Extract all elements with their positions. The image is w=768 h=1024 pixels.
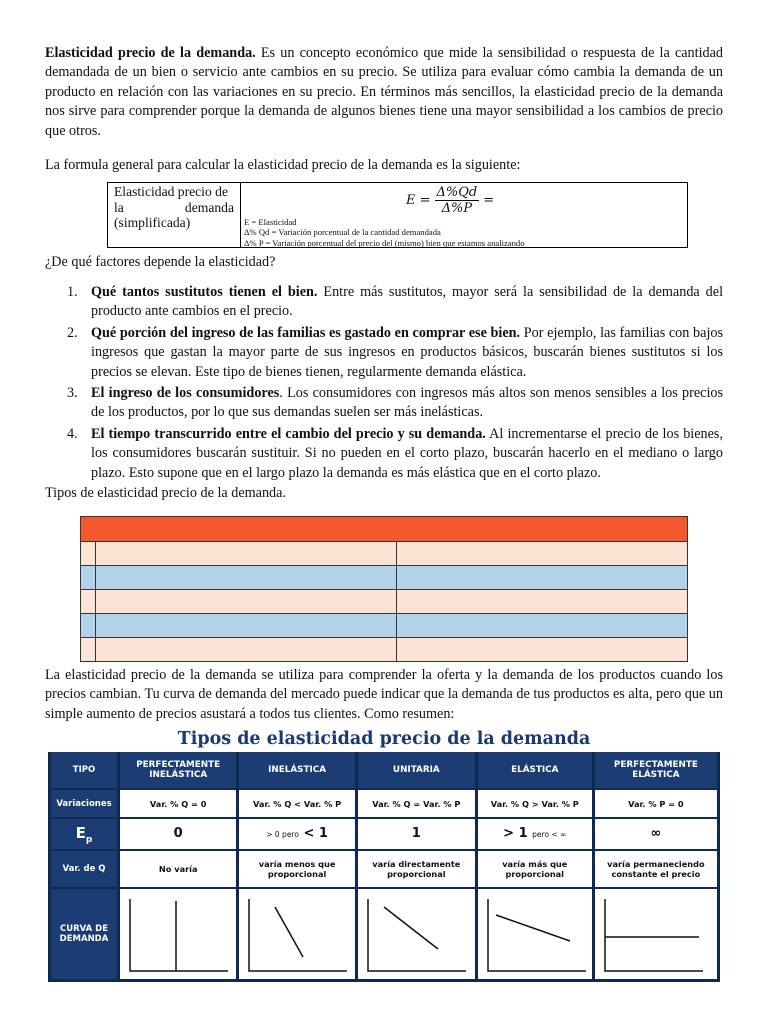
curve-cell <box>239 887 354 982</box>
elasticity-types-table <box>80 516 688 662</box>
formula-equation <box>406 185 494 216</box>
demand-line <box>275 907 303 957</box>
formula-label-line1: Elasticidad precio de <box>114 184 228 199</box>
ep-cell: ∞ <box>595 817 717 849</box>
variaciones-cell: Var. % Q = 0 <box>120 788 236 817</box>
axes <box>368 899 466 971</box>
list-item: 3. El ingreso de los consumidores. Los consumidores con ingresos más altos son menos sensibles a los precios de los productos, por lo que sus demandas suelen ser más inelásticas. <box>67 385 723 421</box>
demand-line <box>496 915 570 941</box>
variaciones-cell: Var. % Q < Var. % P <box>239 788 354 817</box>
table-row <box>81 566 688 590</box>
factors-question: ¿De qué factores depende la elasticidad? <box>45 254 276 270</box>
intro-paragraph <box>45 44 723 141</box>
demand-curve-unitary <box>358 891 470 977</box>
curve-cell <box>595 887 717 982</box>
infographic-curve-row <box>51 887 717 982</box>
formula-label-line2: la demanda <box>114 199 234 215</box>
intro-text: Es un concepto económico que mide la sensibilidad o respuesta de la cantidad demandada de un bien o servicio ante cambios en su precio. Se utiliza para evaluar cómo cambia la demanda de un producto en relación con las variaciones en su precio. En términos más sencillos, la elasticidad precio de la demanda nos sirve para comprender porque la demanda de algunos bienes tiene una mayor sensibilidad a los cambios de precio que otros. <box>45 45 724 139</box>
tipos-heading: Tipos de elasticidad precio de la demanda. <box>45 485 286 501</box>
ep-cell: > 0 pero < 1 <box>239 817 354 849</box>
axes <box>130 899 228 971</box>
formula-rhs: = <box>483 193 495 208</box>
legend-line: Δ% Qd = Variación porcentual de la cantidad demandada <box>244 227 441 238</box>
table-row <box>81 590 688 614</box>
col-header: INELÁSTICA <box>239 752 354 788</box>
infographic-variaciones-row <box>51 788 717 817</box>
ep-cell: 1 <box>358 817 475 849</box>
formula-box <box>107 182 688 248</box>
list-item: 2. Qué porción del ingreso de las familias es gastado en comprar ese bien. Por ejemplo, las familias con bajos ingresos que gastan la mayor parte de sus ingresos en productos básicos, buscarán bienes sustitutos si los precios se elevan. Este tipo de bienes tienen, regularmente demanda elástica. <box>67 324 723 380</box>
table-row <box>81 542 688 566</box>
formula-intro: La formula general para calcular la elasticidad precio de la demanda es la siguiente: <box>45 157 521 174</box>
intro-title: Elasticidad precio de la demanda. <box>45 45 256 61</box>
infographic-title: Tipos de elasticidad precio de la demanda <box>177 729 591 749</box>
row-label-variaciones: Variaciones <box>51 788 117 817</box>
list-item: 4. El tiempo transcurrido entre el cambio del precio y su demanda. Al incrementarse el precio de los bienes, los consumidores buscarán sustituir. Si no pueden en el corto plazo, buscarán hacerlo en el mediano o largo plazo. Esto supone que en el largo plazo la demanda es más elástica que en el corto plazo. <box>67 425 723 481</box>
table-header-row <box>81 517 688 542</box>
summary-paragraph: La elasticidad precio de la demanda se utiliza para comprender la oferta y la demanda de los productos cuando los precios cambian. Tu curva de demanda del mercado puede indicar que la demanda de tus productos es alta, pero que un simple aumento de precios asustará a todos tus clientes. Como resumen: <box>45 667 723 722</box>
infographic-varq-row <box>51 849 717 887</box>
formula-legend <box>244 217 525 248</box>
formula-lhs: E = <box>406 193 431 208</box>
varq-cell: varía más que proporcional <box>478 849 592 887</box>
row-label-ep: $E_p$ <box>51 817 117 849</box>
document-body <box>45 44 723 175</box>
demand-curve-perfectly-elastic <box>595 891 707 977</box>
formula-numerator: Δ%Qd <box>436 185 478 200</box>
varq-cell: varía menos que proporcional <box>239 849 354 887</box>
table-row <box>81 614 688 638</box>
curve-cell <box>358 887 475 982</box>
axes <box>249 899 347 971</box>
demand-line <box>384 907 438 949</box>
ep-cell: 0 <box>120 817 236 849</box>
variaciones-cell: Var. % Q > Var. % P <box>478 788 592 817</box>
formula-label-line3: (simplificada) <box>114 215 191 230</box>
row-label-varq: Var. de Q <box>51 849 117 887</box>
axes <box>488 899 586 971</box>
demand-curve-inelastic <box>239 891 351 977</box>
demand-curve-perfectly-inelastic <box>120 891 232 977</box>
demand-curve-elastic <box>478 891 590 977</box>
formula-denominator: Δ%P <box>441 201 473 216</box>
ep-cell: > 1 pero < ∞ <box>478 817 592 849</box>
elasticity-infographic <box>48 752 720 982</box>
table-row <box>81 638 688 662</box>
col-header: ELÁSTICA <box>478 752 592 788</box>
formula-label <box>108 183 241 247</box>
curve-cell <box>478 887 592 982</box>
legend-line: E = Elasticidad <box>244 217 297 227</box>
col-header: PERFECTAMENTE ELÁSTICA <box>595 752 717 788</box>
formula-fraction <box>435 185 480 216</box>
legend-line: Δ% P = Variación porcentual del precio del (mismo) bien que estamos analizando <box>244 237 525 248</box>
varq-cell: varía directamente proporcional <box>358 849 475 887</box>
curve-cell <box>120 887 236 982</box>
col-header: PERFECTAMENTE INELÁSTICA <box>120 752 236 788</box>
row-label-curva: CURVA DE DEMANDA <box>51 887 117 982</box>
factors-list <box>45 283 723 485</box>
variaciones-cell: Var. % P = 0 <box>595 788 717 817</box>
axes <box>605 899 703 971</box>
col-header: UNITARIA <box>358 752 475 788</box>
formula-expression-cell <box>241 183 687 247</box>
infographic-header-row <box>51 752 717 788</box>
row-label-tipo: TIPO <box>51 752 117 788</box>
varq-cell: No varía <box>120 849 236 887</box>
infographic-ep-row <box>51 817 717 849</box>
variaciones-cell: Var. % Q = Var. % P <box>358 788 475 817</box>
varq-cell: varía permaneciendo constante el precio <box>595 849 717 887</box>
list-item: 1. Qué tantos sustitutos tienen el bien. Entre más sustitutos, mayor será la sensibilidad de la demanda del producto ante cambios en el precio. <box>67 284 724 320</box>
